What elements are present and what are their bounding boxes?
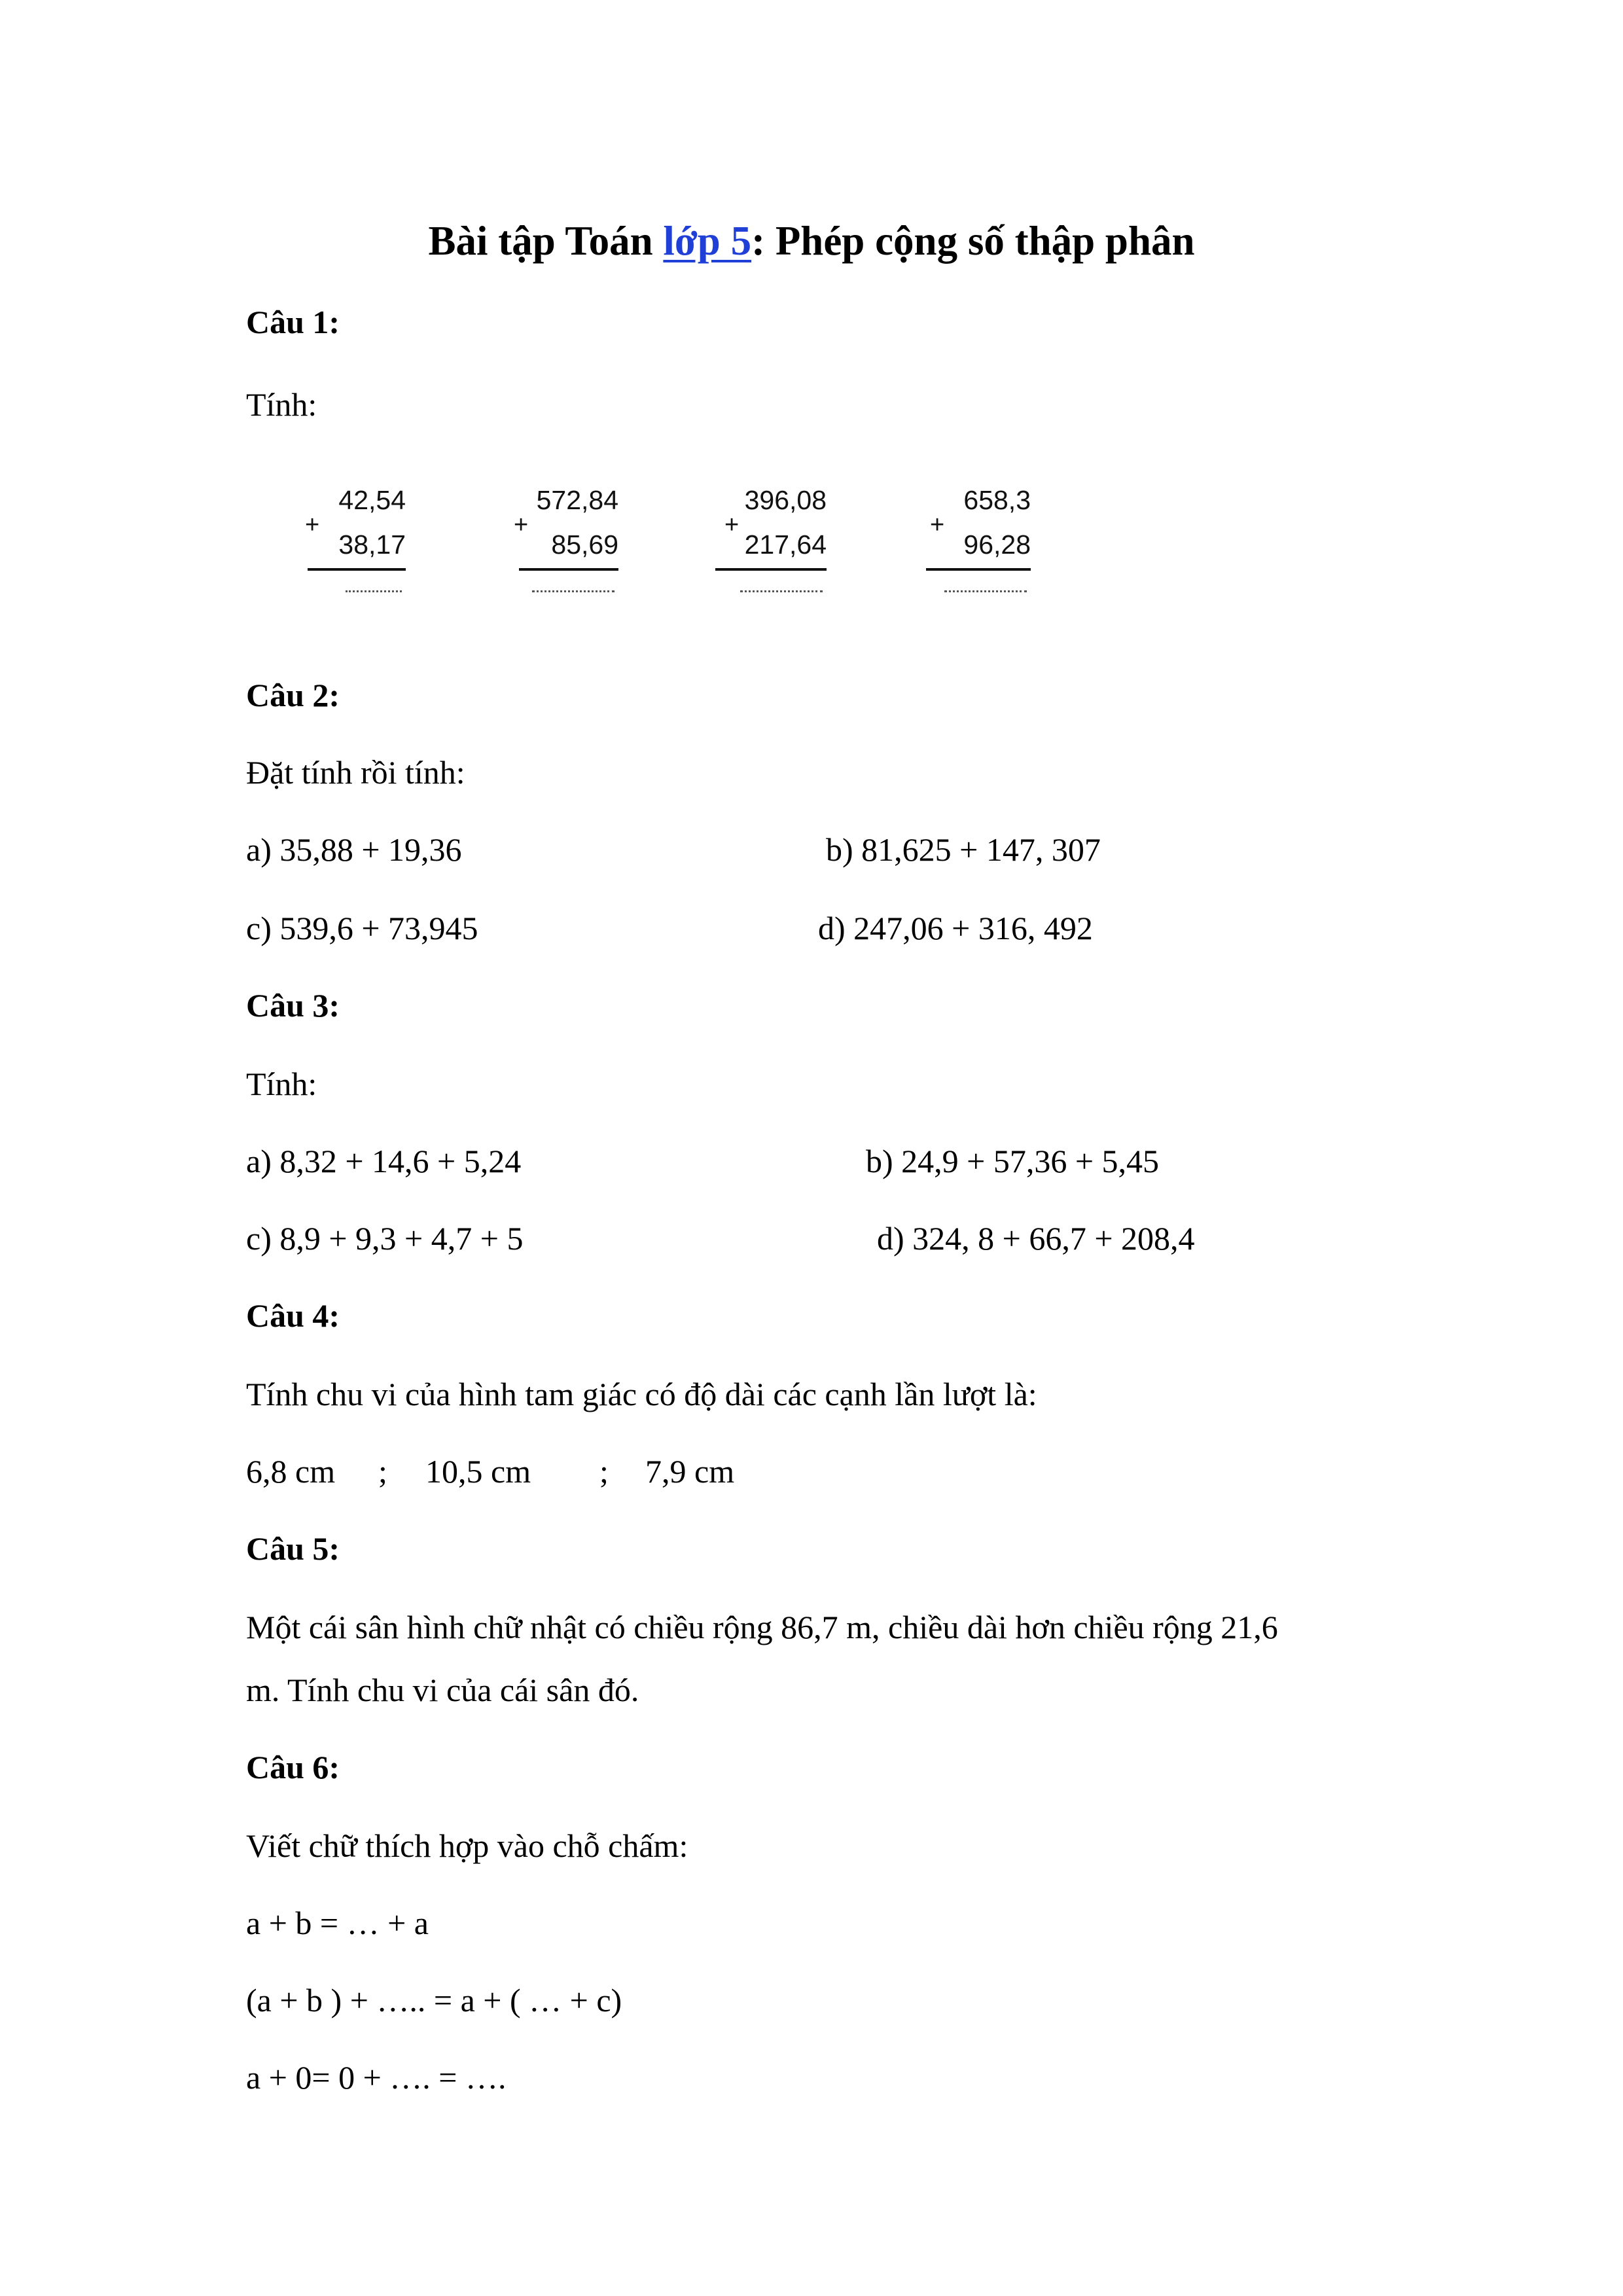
calc-1 <box>275 484 406 615</box>
q4-side-1: 6,8 cm <box>246 1453 336 1490</box>
calc-4 <box>900 484 1031 615</box>
q6-heading: Câu 6: <box>246 1749 340 1785</box>
q4-separator-1: ; <box>378 1453 387 1490</box>
q4-side-3: 7,9 cm <box>645 1453 735 1490</box>
title-prefix: Bài tập Toán <box>428 218 664 264</box>
answer-dots <box>944 590 1027 592</box>
calc-4-bottom: 96,28 <box>963 529 1031 560</box>
plus-icon: + <box>724 511 740 539</box>
q6-instruction: Viết chữ thích hợp vào chỗ chấm: <box>246 1827 688 1864</box>
q3-item-c: c) 8,9 + 9,3 + 4,7 + 5 <box>246 1220 524 1257</box>
q4-heading: Câu 4: <box>246 1297 340 1334</box>
calc-2-top: 572,84 <box>536 485 618 515</box>
q3-heading: Câu 3: <box>246 987 340 1024</box>
q5-heading: Câu 5: <box>246 1530 340 1567</box>
calc-1-bottom: 38,17 <box>338 529 406 560</box>
q2-item-d: d) 247,06 + 316, 492 <box>818 910 1093 946</box>
q3-item-b: b) 24,9 + 57,36 + 5,45 <box>866 1143 1160 1179</box>
q4-side-2: 10,5 cm <box>425 1453 531 1490</box>
grade-5-link[interactable]: lớp 5 <box>663 218 752 264</box>
q5-text-line-2: m. Tính chu vi của cái sân đó. <box>246 1672 639 1708</box>
title-suffix: : Phép cộng số thập phân <box>751 218 1195 264</box>
sum-line <box>926 568 1031 571</box>
q1-instruction: Tính: <box>246 386 317 423</box>
calc-2-bottom: 85,69 <box>551 529 618 560</box>
plus-icon: + <box>930 511 945 539</box>
q3-instruction: Tính: <box>246 1066 317 1102</box>
calc-3 <box>696 484 827 615</box>
answer-dots <box>346 590 402 592</box>
q4-separator-2: ; <box>599 1453 609 1490</box>
sum-line <box>519 568 618 571</box>
answer-dots <box>740 590 823 592</box>
q2-item-b: b) 81,625 + 147, 307 <box>826 831 1101 868</box>
sum-line <box>308 568 406 571</box>
q6-line-3: a + 0= 0 + …. = …. <box>246 2059 507 2096</box>
calc-3-bottom: 217,64 <box>744 529 827 560</box>
plus-icon: + <box>305 511 320 539</box>
plus-icon: + <box>514 511 529 539</box>
q2-item-c: c) 539,6 + 73,945 <box>246 910 478 946</box>
calc-3-top: 396,08 <box>744 485 827 515</box>
q1-heading: Câu 1: <box>246 304 340 340</box>
q6-line-1: a + b = … + a <box>246 1905 429 1941</box>
q2-instruction: Đặt tính rồi tính: <box>246 754 465 791</box>
page-title <box>0 216 1623 266</box>
q6-line-2: (a + b ) + ….. = a + ( … + c) <box>246 1982 622 2018</box>
q2-heading: Câu 2: <box>246 677 340 713</box>
q3-item-d: d) 324, 8 + 66,7 + 208,4 <box>877 1220 1195 1257</box>
q2-item-a: a) 35,88 + 19,36 <box>246 831 462 868</box>
calc-4-top: 658,3 <box>963 485 1031 515</box>
answer-dots <box>532 590 615 592</box>
calc-1-top: 42,54 <box>338 485 406 515</box>
calc-2 <box>488 484 618 615</box>
q5-text-line-1: Một cái sân hình chữ nhật có chiều rộng 86,7 m, chiều dài hơn chiều rộng 21,6 <box>246 1609 1278 1645</box>
sum-line <box>715 568 827 571</box>
q3-item-a: a) 8,32 + 14,6 + 5,24 <box>246 1143 522 1179</box>
q4-text: Tính chu vi của hình tam giác có độ dài các cạnh lần lượt là: <box>246 1376 1037 1412</box>
